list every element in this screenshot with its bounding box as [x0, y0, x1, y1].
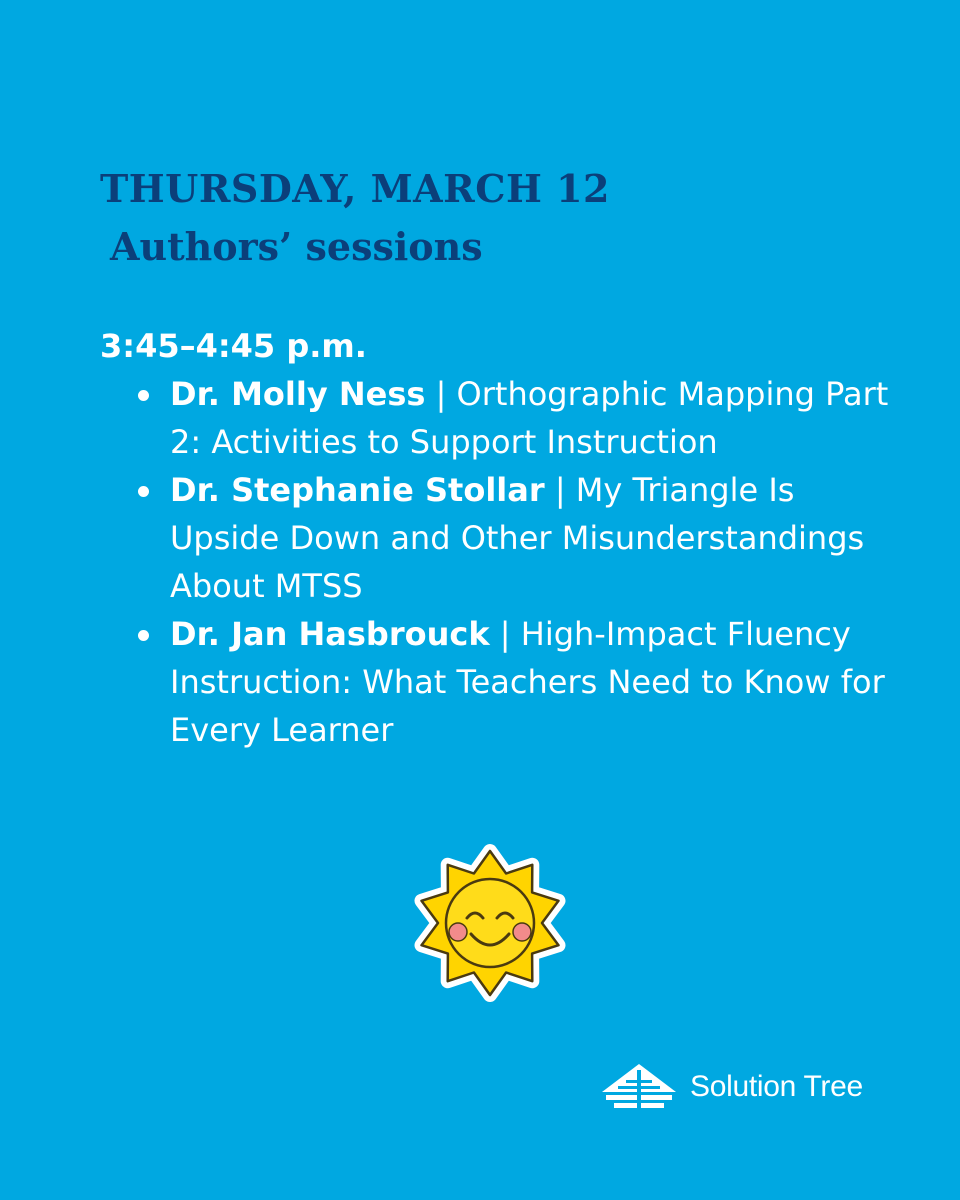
session-author: Dr. Molly Ness — [170, 375, 426, 413]
brand-logo — [600, 1062, 863, 1112]
bullet-icon — [138, 390, 149, 401]
solution-tree-logo-icon — [600, 1062, 678, 1112]
event-date: THURSDAY, MARCH 12 — [100, 166, 610, 211]
list-item — [100, 610, 900, 754]
smiling-sun-icon — [405, 838, 575, 1008]
list-item — [100, 466, 900, 610]
schedule — [100, 322, 900, 754]
session-separator: | — [425, 375, 457, 413]
event-subtitle: Authors’ sessions — [110, 224, 483, 269]
session-title: High-Impact Fluency Instruction: What Teachers Need to Know for Every Learner — [170, 615, 885, 749]
list-item — [100, 370, 900, 466]
session-title: My Triangle Is Upside Down and Other Misunderstandings About MTSS — [170, 471, 865, 605]
brand-name: Solution Tree — [690, 1070, 863, 1103]
session-time: 3:45–4:45 p.m. — [100, 327, 367, 365]
session-author: Dr. Jan Hasbrouck — [170, 615, 490, 653]
bullet-icon — [138, 486, 149, 497]
bullet-icon — [138, 630, 149, 641]
session-title: Orthographic Mapping Part 2: Activities to Support Instruction — [170, 375, 889, 461]
page-heading — [100, 160, 610, 276]
session-separator: | — [489, 615, 521, 653]
session-list — [100, 370, 900, 754]
session-separator: | — [544, 471, 576, 509]
session-author: Dr. Stephanie Stollar — [170, 471, 545, 509]
